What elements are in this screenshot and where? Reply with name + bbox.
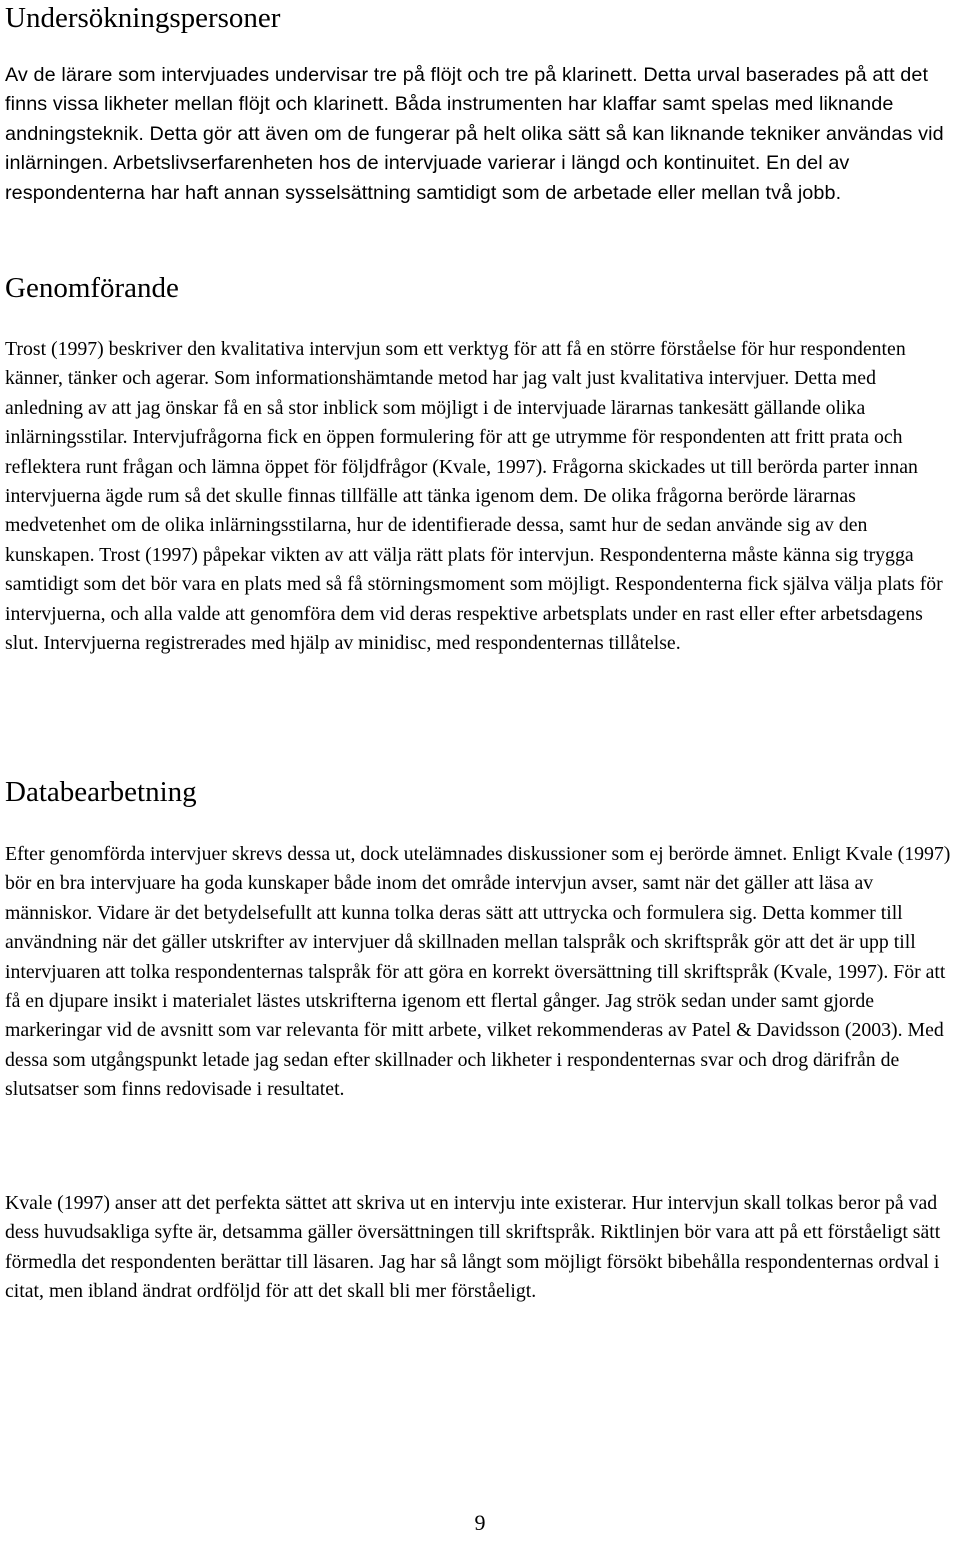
section-heading-genomforande: Genomförande	[5, 272, 179, 304]
paragraph-databearbetning-1: Efter genomförda intervjuer skrevs dessa ut, dock utelämnades diskussioner som ej berörde ämnet. Enligt Kvale (1997) bör en bra intervjuare ha goda kunskaper både inom det område intervjun avser, samt när det gäller att läsa av människor. Vidare är det betydelsefullt att kunna tolka deras sätt att uttrycka och formulera sig. Detta kommer till användning när det gäller utskrifter av intervjuer då skillnaden mellan talspråk och skriftspråk gör att det är upp till intervjuaren att tolka respondenternas talspråk för att göra en korrekt översättning till skriftspråk (Kvale, 1997). För att få en djupare insikt i materialet lästes utskrifterna igenom ett flertal gånger. Jag strök sedan under samt gjorde markeringar vid de avsnitt som var relevanta för mitt arbete, vilket rekommenderas av Patel & Davidsson (2003). Med dessa som utgångspunkt letade jag sedan efter skillnader och likheter i respondenternas svar och drog därifrån de slutsatser som finns redovisade i resultatet.	[5, 843, 951, 1101]
section-heading-databearbetning: Databearbetning	[5, 776, 197, 808]
paragraph-databearbetning-2: Kvale (1997) anser att det perfekta sättet att skriva ut en intervju inte existerar. Hur intervjun skall tolkas beror på vad dess huvudsakliga syfte är, detsamma gäller översättningen till skriftspråk. Riktlinjen bör vara att på ett förståeligt sätt förmedla det respondenten berättar till läsaren. Jag har så långt som möjligt försökt bibehålla respondenternas ordval i citat, men ibland ändrat ordföljd för att det skall bli mer förståeligt.	[5, 1192, 941, 1303]
page-number: 9	[474, 1510, 486, 1535]
section-heading-undersokningspersoner: Undersökningspersoner	[5, 2, 281, 34]
paragraph-genomforande: Trost (1997) beskriver den kvalitativa intervjun som ett verktyg för att få en större förståelse för hur respondenten känner, tänker och agerar. Som informationshämtande metod har jag valt just kvalitativa intervjuer. Detta med anledning av att jag önskar få en så stor inblick som möjligt i de intervjuade lärarnas tankesätt gällande olika inlärningsstilar. Intervjufrågorna fick en öppen formulering för att ge utrymme för respondenten att fritt prata och reflektera runt frågan och lämna öppet för följdfrågor (Kvale, 1997). Frågorna skickades ut till berörda parter innan intervjuerna ägde rum så det skulle finnas tillfälle att tänka igenom dem. De olika frågorna berörde lärarnas medvetenhet om de olika inlärningsstilarna, hur de identifierade dessa, samt hur de sedan använde sig av den kunskapen. Trost (1997) påpekar vikten av att välja rätt plats för intervjun. Respondenterna måste känna sig trygga samtidigt som det bör vara en plats med så få störningsmoment som möjligt. Respondenterna fick själva välja plats för intervjuerna, och alla valde att genomföra dem vid deras respektive arbetsplats under en rast eller efter arbetsdagens slut. Intervjuerna registrerades med hjälp av minidisc, med respondenternas tillåtelse.	[5, 338, 943, 655]
paragraph-undersokningspersoner: Av de lärare som intervjuades undervisar tre på flöjt och tre på klarinett. Detta urval baserades på att det finns vissa likheter mellan flöjt och klarinett. Båda instrumenten har klaffar samt spelas med liknande andningsteknik. Detta gör att även om de fungerar på helt olika sätt så kan liknande tekniker användas vid inlärningen. Arbetslivserfarenheten hos de intervjuade varierar i längd och kontinuitet. En del av respondenterna har haft annan sysselsättning samtidigt som de arbetade eller mellan två jobb.	[5, 64, 944, 204]
